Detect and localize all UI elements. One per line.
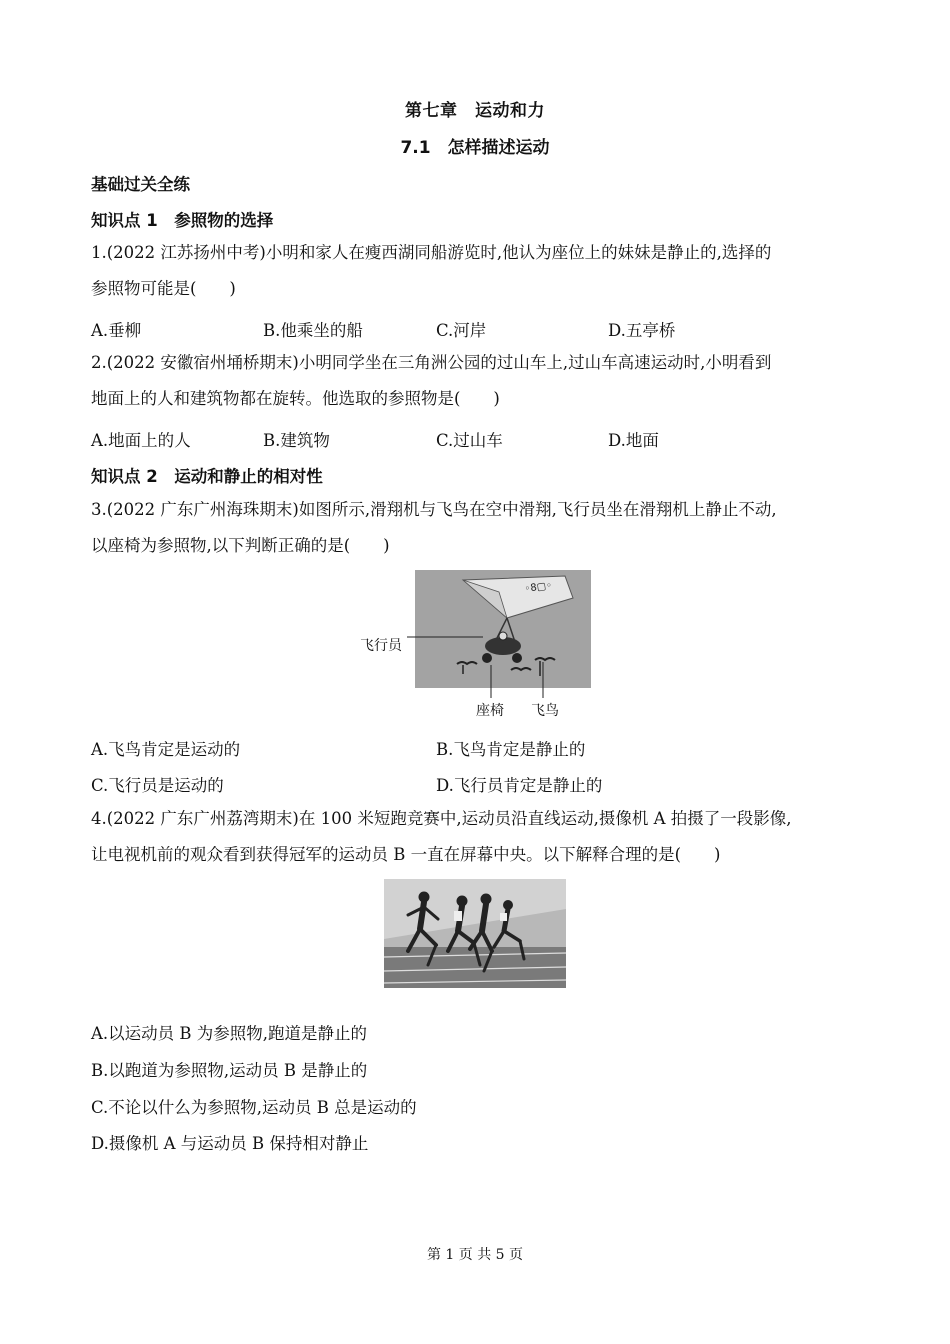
label-seat: 座椅 xyxy=(476,703,504,719)
question-1-line2: 参照物可能是( ) xyxy=(91,279,236,298)
question-1 xyxy=(91,235,871,307)
q4-option-b[interactable]: B.以跑道为参照物,运动员 B 是静止的 xyxy=(91,1061,368,1080)
q1-option-b[interactable]: B.他乘坐的船 xyxy=(263,321,363,340)
question-3-line2: 以座椅为参照物,以下判断正确的是( ) xyxy=(91,536,390,555)
q4-option-c[interactable]: C.不论以什么为参照物,运动员 B 总是运动的 xyxy=(91,1098,417,1117)
label-pilot: 飞行员 xyxy=(360,638,402,654)
knowledge-point-2: 知识点 2 运动和静止的相对性 xyxy=(91,467,323,486)
q3-option-c[interactable]: C.飞行员是运动的 xyxy=(91,776,224,795)
sprinters-illustration xyxy=(384,879,566,988)
section-title: 7.1 怎样描述运动 xyxy=(400,138,550,158)
question-2 xyxy=(91,345,871,417)
question-3-line1: 3.(2022 广东广州海珠期末)如图所示,滑翔机与飞鸟在空中滑翔,飞行员坐在滑翔机上静止不动, xyxy=(91,500,777,519)
svg-text:◦8▢◦: ◦8▢◦ xyxy=(523,580,553,595)
q4-option-a[interactable]: A.以运动员 B 为参照物,跑道是静止的 xyxy=(91,1024,368,1043)
q2-option-a[interactable]: A.地面上的人 xyxy=(91,431,191,450)
page-footer: 第 1 页 共 5 页 xyxy=(426,1247,524,1263)
q1-option-a[interactable]: A.垂柳 xyxy=(91,321,142,340)
q2-option-b[interactable]: B.建筑物 xyxy=(263,431,330,450)
q4-option-d[interactable]: D.摄像机 A 与运动员 B 保持相对静止 xyxy=(91,1134,369,1153)
q3-option-a[interactable]: A.飞鸟肯定是运动的 xyxy=(91,740,241,759)
part-title: 基础过关全练 xyxy=(91,175,190,194)
question-1-line1: 1.(2022 江苏扬州中考)小明和家人在瘦西湖同船游览时,他认为座位上的妹妹是静止的,选择的 xyxy=(91,243,772,262)
question-2-line1: 2.(2022 安徽宿州埇桥期末)小明同学坐在三角洲公园的过山车上,过山车高速运动时,小明看到 xyxy=(91,353,772,372)
sprinters-photo xyxy=(384,879,566,988)
question-3 xyxy=(91,492,871,564)
q2-option-c[interactable]: C.过山车 xyxy=(436,431,503,450)
question-4-line1: 4.(2022 广东广州荔湾期末)在 100 米短跑竞赛中,运动员沿直线运动,摄像机 A 拍摄了一段影像, xyxy=(91,809,792,828)
question-4-line2: 让电视机前的观众看到获得冠军的运动员 B 一直在屏幕中央。以下解释合理的是( ) xyxy=(91,845,721,864)
chapter-title: 第七章 运动和力 xyxy=(405,101,545,121)
question-2-line2: 地面上的人和建筑物都在旋转。他选取的参照物是( ) xyxy=(91,389,500,408)
label-bird: 飞鸟 xyxy=(531,703,559,719)
q2-option-d[interactable]: D.地面 xyxy=(608,431,659,450)
q3-option-d[interactable]: D.飞行员肯定是静止的 xyxy=(436,776,603,795)
q1-option-d[interactable]: D.五亭桥 xyxy=(608,321,676,340)
knowledge-point-1: 知识点 1 参照物的选择 xyxy=(91,211,274,230)
question-4 xyxy=(91,801,871,873)
q1-option-c[interactable]: C.河岸 xyxy=(436,321,487,340)
q3-option-b[interactable]: B.飞鸟肯定是静止的 xyxy=(436,740,586,759)
